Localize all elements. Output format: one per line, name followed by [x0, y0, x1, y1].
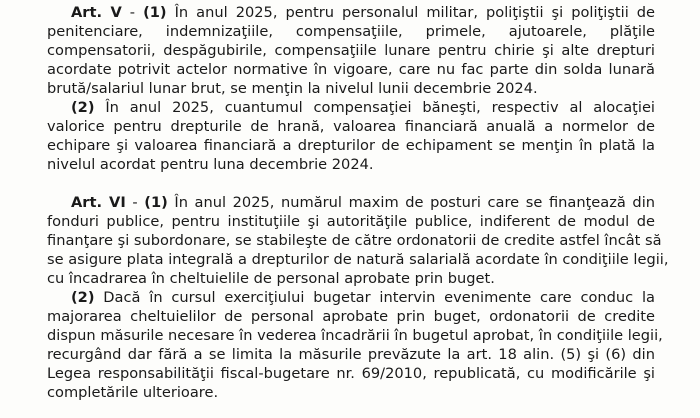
art5-p2-label: (2) [71, 99, 95, 116]
art5-p1-line-2: penitenciare, indemnizaţiile, compensaţiile, primele, ajutoarele, plăţile [47, 23, 655, 40]
art5-p2-line-4: nivelul acordat pentru luna decembrie 2024. [47, 156, 374, 173]
art5-p2-line-2: valorice pentru drepturile de hrană, valoarea financiară anuală a normelor de [47, 118, 655, 135]
art6-separator: - [125, 194, 145, 211]
art6-heading: Art. VI [71, 194, 126, 211]
art5-p2-line-1 [71, 99, 655, 117]
art5-p2-text-start: În anul 2025, cuantumul compensaţiei băneşti, respectiv al alocaţiei [94, 99, 655, 116]
art6-p1-line-3: finanţare şi subordonare, se stabileşte de către ordonatorii de credite astfel încât să [47, 232, 662, 249]
art6-p2-line-2: majorarea cheltuielilor de personal aprobate prin buget, ordonatorii de credite [47, 308, 655, 325]
art6-p2-line-6: completările ulterioare. [47, 384, 219, 401]
art5-p1-line-4: acordate potrivit actelor normative în vigoare, care nu fac parte din solda lunară [47, 61, 655, 78]
art6-p2-line-4: recurgând dar fără a se limita la măsurile prevăzute la art. 18 alin. (5) şi (6) din [47, 346, 655, 363]
art6-p2-line-1 [71, 289, 655, 307]
art5-p1-text-start: În anul 2025, pentru personalul militar, poliţiştii şi poliţiştii de [166, 4, 656, 21]
art6-p2-text-start: Dacă în cursul exerciţiului bugetar intervin evenimente care conduc la [94, 289, 655, 306]
art6-p1-text-start: În anul 2025, numărul maxim de posturi care se finanţează din [167, 194, 656, 211]
art5-p2-line-3: echipare şi valoarea financiară a drepturilor de echipament se menţin în plată la [47, 137, 655, 154]
art5-p1-line-3: compensatorii, despăgubirile, compensaţiile lunare pentru chirie şi alte drepturi [47, 42, 655, 59]
art6-p1-label: (1) [144, 194, 168, 211]
art6-p1-line-2: fonduri publice, pentru instituţiile şi autorităţile publice, indiferent de modul de [47, 213, 655, 230]
art5-p1-label: (1) [143, 4, 167, 21]
art6-p1-line-1 [71, 194, 655, 212]
art5-p1-line-5: brută/salariul lunar brut, se menţin la nivelul lunii decembrie 2024. [47, 80, 538, 97]
art6-p2-label: (2) [71, 289, 95, 306]
art6-p2-line-5: Legea responsabilităţii fiscal-bugetare nr. 69/2010, republicată, cu modificările şi [47, 365, 655, 382]
art6-p2-line-3: dispun măsurile necesare în vederea încadrării în bugetul aprobat, în condiţiile legii, [47, 327, 663, 344]
art5-heading: Art. V [71, 4, 122, 21]
art5-separator: - [121, 4, 144, 21]
art6-p1-line-4: se asigure plata integrală a drepturilor de natură salarială acordate în condiţiile legii, [47, 251, 669, 268]
art6-p1-line-5: cu încadrarea în cheltuielile de personal aprobate prin buget. [47, 270, 495, 287]
art5-p1-line-1 [71, 4, 655, 22]
